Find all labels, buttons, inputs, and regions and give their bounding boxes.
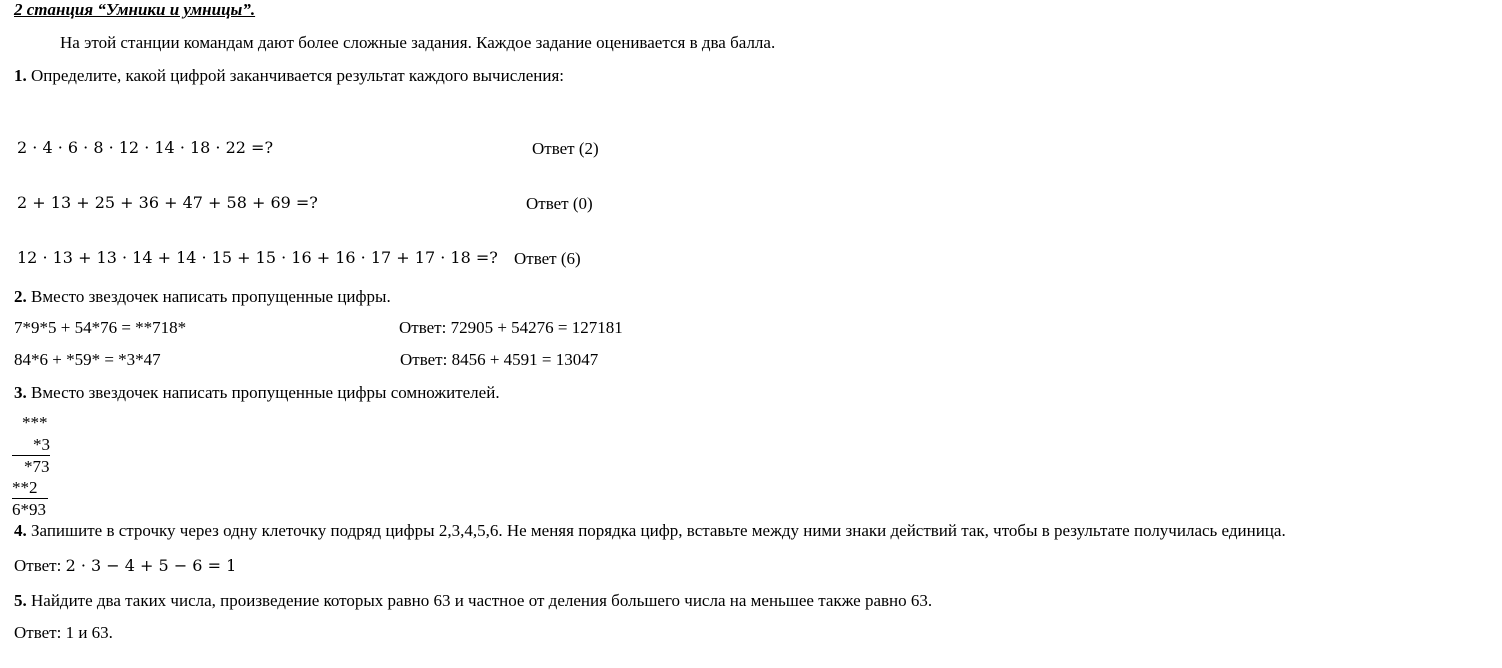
task4-answer-expr: 2 · 3 − 4 + 5 − 6 = 1 <box>65 556 237 575</box>
task4-heading <box>14 521 1286 541</box>
task5-text: Найдите два таких числа, произведение которых равно 63 и частное от деления большего числа на меньшее также равно 63. <box>26 591 933 610</box>
intro-paragraph: На этой станции командам дают более сложные задания. Каждое задание оценивается в два балла. <box>60 33 776 52</box>
task3-text: Вместо звездочек написать пропущенные цифры сомножителей. <box>26 383 500 402</box>
task1-text: Определите, какой цифрой заканчивается результат каждого вычисления: <box>26 66 565 85</box>
partial-product-1: *73 <box>24 457 50 476</box>
task2-expr-2: 84*6 + *59* = *3*47 <box>14 350 161 369</box>
task5-heading <box>14 591 932 611</box>
task4-answer-label: Ответ: <box>14 556 66 575</box>
task2-text: Вместо звездочек написать пропущенные цифры. <box>26 287 391 306</box>
task3-number: 3. <box>14 383 27 402</box>
multiplicand: *** <box>22 413 48 432</box>
task1-answer-1: Ответ (2) <box>532 139 599 158</box>
task5-number: 5. <box>14 591 27 610</box>
product-result: 6*93 <box>12 500 46 519</box>
task2-number: 2. <box>14 287 27 306</box>
task5-answer: Ответ: 1 и 63. <box>14 623 113 642</box>
task2-heading <box>14 287 391 307</box>
task4-answer <box>14 556 236 576</box>
task4-text: Запишите в строчку через одну клеточку подряд цифры 2,3,4,5,6. Не меняя порядка цифр, вставьте между ними знаки действий так, чтобы в результате получилась единица. <box>26 521 1286 540</box>
task2-expr-1: 7*9*5 + 54*76 = **718* <box>14 318 187 337</box>
task4-number: 4. <box>14 521 27 540</box>
task1-expr-3: 12 · 13 + 13 · 14 + 14 · 15 + 15 · 16 + 16 · 17 + 17 · 18 =? <box>17 248 498 267</box>
task1-number: 1. <box>14 66 27 85</box>
task1-answer-3: Ответ (6) <box>514 249 581 268</box>
partial-product-2: **2 <box>12 478 48 499</box>
task1-expr-2: 2 + 13 + 25 + 36 + 47 + 58 + 69 =? <box>17 193 318 212</box>
station-title: 2 станция “Умники и умницы”. <box>14 0 256 19</box>
task2-answer-2: Ответ: 8456 + 4591 = 13047 <box>400 350 599 369</box>
task2-answer-1: Ответ: 72905 + 54276 = 127181 <box>399 318 623 337</box>
task1-heading <box>14 66 564 86</box>
task1-answer-2: Ответ (0) <box>526 194 593 213</box>
multiplier: *3 <box>12 435 50 456</box>
task1-expr-1: 2 · 4 · 6 · 8 · 12 · 14 · 18 · 22 =? <box>17 138 274 157</box>
task3-heading <box>14 383 500 403</box>
